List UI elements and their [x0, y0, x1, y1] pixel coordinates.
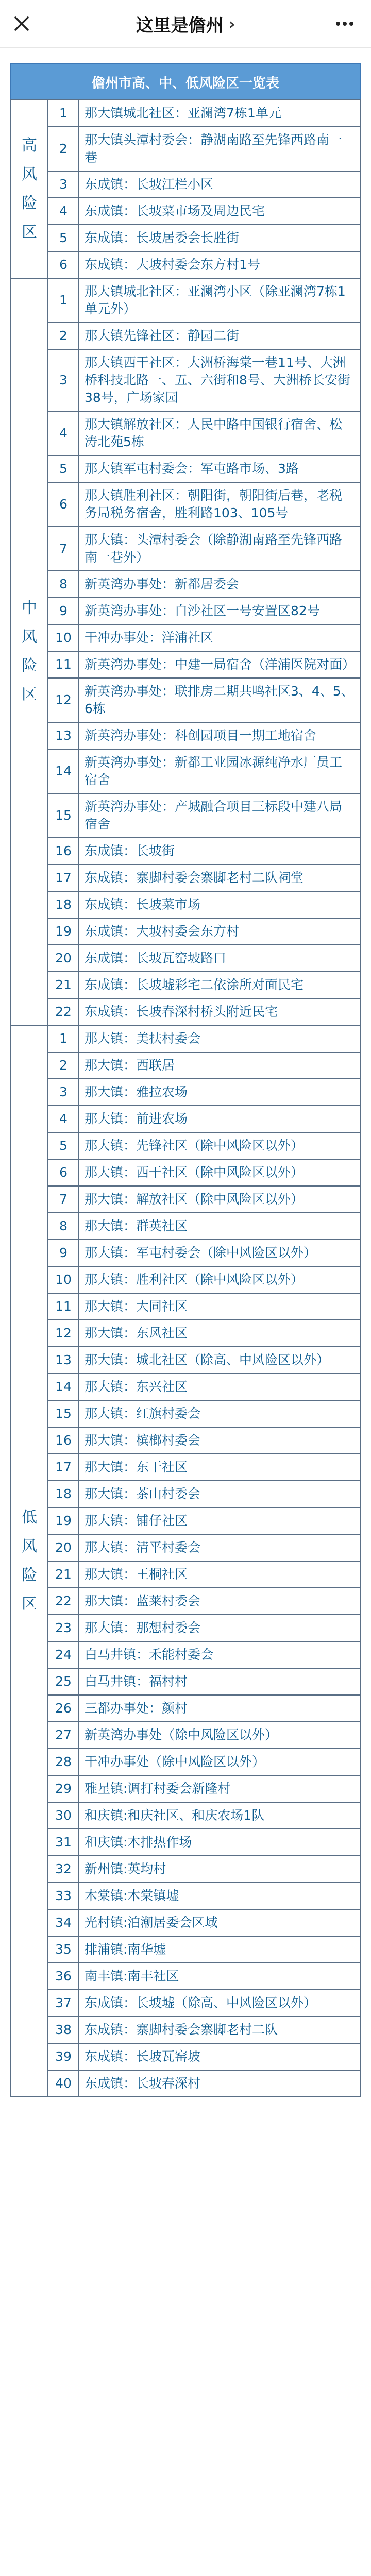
table-row	[11, 1668, 360, 1695]
table-row	[11, 251, 360, 278]
row-number: 16	[48, 1427, 79, 1454]
location-cell: 东成镇：长坡墟（除高、中风险区以外）	[79, 1990, 360, 2016]
close-icon[interactable]	[12, 14, 31, 33]
location-cell: 木棠镇:木棠镇墟	[79, 1883, 360, 1909]
row-number: 5	[48, 455, 79, 482]
table-row	[11, 100, 360, 127]
location-cell: 东成镇：长坡居委会长胜街	[79, 225, 360, 251]
table-row	[11, 1775, 360, 1802]
table-row	[11, 127, 360, 171]
risk-zone-label	[11, 1025, 48, 2097]
table-row	[11, 1722, 360, 1749]
row-number: 33	[48, 1883, 79, 1909]
table-row	[11, 349, 360, 411]
table-row	[11, 1963, 360, 1990]
table-row	[11, 278, 360, 323]
table-row	[11, 1936, 360, 1963]
row-number: 31	[48, 1829, 79, 1856]
location-cell: 干冲办事处（除中风险区以外）	[79, 1749, 360, 1775]
table-row	[11, 1347, 360, 1374]
table-row	[11, 411, 360, 455]
row-number: 19	[48, 918, 79, 945]
location-cell: 东成镇：寨脚村委会寨脚老村二队祠堂	[79, 865, 360, 891]
row-number: 20	[48, 1534, 79, 1561]
row-number: 34	[48, 1909, 79, 1936]
location-cell: 那大镇：东干社区	[79, 1454, 360, 1481]
table-row	[11, 1856, 360, 1883]
row-number: 20	[48, 945, 79, 972]
table-row	[11, 972, 360, 998]
row-number: 2	[48, 127, 79, 171]
location-cell: 那大镇：头潭村委会（除静湖南路至先锋西路南一巷外）	[79, 527, 360, 571]
row-number: 2	[48, 323, 79, 349]
row-number: 13	[48, 722, 79, 749]
table-row	[11, 1079, 360, 1106]
table-row	[11, 1266, 360, 1293]
table-row	[11, 1909, 360, 1936]
row-number: 11	[48, 651, 79, 678]
location-cell: 那大镇解放社区：人民中路中国银行宿舍、松涛北苑5栋	[79, 411, 360, 455]
location-cell: 那大镇：东风社区	[79, 1320, 360, 1347]
location-cell: 雅星镇:调打村委会新隆村	[79, 1775, 360, 1802]
table-row	[11, 1588, 360, 1615]
location-cell: 那大镇先锋社区：静园二街	[79, 323, 360, 349]
location-cell: 新州镇:英均村	[79, 1856, 360, 1883]
row-number: 18	[48, 891, 79, 918]
location-cell: 东成镇：长坡江栏小区	[79, 171, 360, 198]
location-cell: 那大镇：群英社区	[79, 1213, 360, 1240]
row-number: 29	[48, 1775, 79, 1802]
location-cell: 排浦镇:南华墟	[79, 1936, 360, 1963]
top-bar	[0, 0, 371, 48]
location-cell: 和庆镇:木排热作场	[79, 1829, 360, 1856]
chevron-right-icon: ›	[228, 15, 235, 33]
row-number: 37	[48, 1990, 79, 2016]
location-cell: 那大镇头潭村委会：静湖南路至先锋西路南一巷	[79, 127, 360, 171]
table-row	[11, 323, 360, 349]
location-cell: 那大镇西干社区：大洲桥海棠一巷11号、大洲桥科技北路一、五、六街和8号、大洲桥长安街38号，广场家园	[79, 349, 360, 411]
row-number: 3	[48, 349, 79, 411]
location-cell: 那大镇：那想村委会	[79, 1615, 360, 1641]
row-number: 4	[48, 198, 79, 225]
table-row	[11, 171, 360, 198]
more-options-icon[interactable]	[334, 14, 356, 33]
table-row	[11, 998, 360, 1025]
location-cell: 那大镇：西联居	[79, 1052, 360, 1079]
risk-zone-name: 中风险区	[22, 599, 37, 704]
row-number: 3	[48, 171, 79, 198]
row-number: 25	[48, 1668, 79, 1695]
location-cell: 那大镇：槟榔村委会	[79, 1427, 360, 1454]
location-cell: 那大镇：西干社区（除中风险区以外）	[79, 1159, 360, 1186]
row-number: 26	[48, 1695, 79, 1722]
row-number: 13	[48, 1347, 79, 1374]
location-cell: 新英湾办事处：产城融合项目三标段中建八局宿舍	[79, 793, 360, 838]
table-row	[11, 1374, 360, 1400]
row-number: 27	[48, 1722, 79, 1749]
row-number: 16	[48, 838, 79, 865]
row-number: 9	[48, 598, 79, 624]
table-row	[11, 722, 360, 749]
table-row	[11, 1534, 360, 1561]
location-cell: 那大镇城北社区：亚澜湾7栋1单元	[79, 100, 360, 127]
table-row	[11, 1159, 360, 1186]
row-number: 1	[48, 100, 79, 127]
row-number: 8	[48, 571, 79, 598]
location-cell: 那大镇：军屯村委会（除中风险区以外）	[79, 1240, 360, 1266]
table-row	[11, 793, 360, 838]
row-number: 24	[48, 1641, 79, 1668]
location-cell: 那大镇：先锋社区（除中风险区以外）	[79, 1132, 360, 1159]
table-row	[11, 1320, 360, 1347]
table-row	[11, 945, 360, 972]
location-cell: 白马井镇：福村村	[79, 1668, 360, 1695]
table-row	[11, 1132, 360, 1159]
location-cell: 那大镇：城北社区（除高、中风险区以外）	[79, 1347, 360, 1374]
table-row	[11, 1883, 360, 1909]
table-row	[11, 1052, 360, 1079]
row-number: 22	[48, 998, 79, 1025]
risk-zone-label	[11, 100, 48, 278]
location-cell: 那大镇：红旗村委会	[79, 1400, 360, 1427]
row-number: 7	[48, 1186, 79, 1213]
location-cell: 那大镇：东兴社区	[79, 1374, 360, 1400]
table-row	[11, 1400, 360, 1427]
location-cell: 东成镇：长坡街	[79, 838, 360, 865]
location-cell: 东成镇：长坡春深村桥头附近民宅	[79, 998, 360, 1025]
location-cell: 那大镇：清平村委会	[79, 1534, 360, 1561]
table-row	[11, 1213, 360, 1240]
table-row	[11, 1990, 360, 2016]
table-row	[11, 1641, 360, 1668]
location-cell: 东成镇：大坡村委会东方村	[79, 918, 360, 945]
row-number: 30	[48, 1802, 79, 1829]
row-number: 10	[48, 1266, 79, 1293]
row-number: 4	[48, 411, 79, 455]
location-cell: 东成镇：长坡墟彩宅二依涂所对面民宅	[79, 972, 360, 998]
table-row	[11, 571, 360, 598]
location-cell: 新英湾办事处：中建一局宿舍（洋浦医院对面）	[79, 651, 360, 678]
row-number: 9	[48, 1240, 79, 1266]
row-number: 4	[48, 1106, 79, 1132]
table-title: 儋州市高、中、低风险区一览表	[10, 63, 361, 99]
row-number: 12	[48, 678, 79, 722]
row-number: 22	[48, 1588, 79, 1615]
table-row	[11, 1025, 360, 1052]
table-row	[11, 455, 360, 482]
table-row	[11, 1615, 360, 1641]
row-number: 15	[48, 1400, 79, 1427]
row-number: 17	[48, 865, 79, 891]
location-cell: 那大镇：王桐社区	[79, 1561, 360, 1588]
location-cell: 那大镇：茶山村委会	[79, 1481, 360, 1507]
location-cell: 新英湾办事处（除中风险区以外）	[79, 1722, 360, 1749]
row-number: 39	[48, 2043, 79, 2070]
table-row	[11, 1507, 360, 1534]
table-row	[11, 598, 360, 624]
row-number: 38	[48, 2016, 79, 2043]
table-row	[11, 527, 360, 571]
risk-table	[10, 99, 361, 2097]
location-cell: 那大镇：大同社区	[79, 1293, 360, 1320]
row-number: 6	[48, 251, 79, 278]
risk-zone-name: 高风险区	[22, 137, 37, 241]
row-number: 1	[48, 278, 79, 323]
row-number: 32	[48, 1856, 79, 1883]
row-number: 36	[48, 1963, 79, 1990]
location-cell: 东成镇：长坡瓦窑坡路口	[79, 945, 360, 972]
risk-zone-name: 低风险区	[22, 1509, 37, 1613]
table-row	[11, 1293, 360, 1320]
row-number: 18	[48, 1481, 79, 1507]
row-number: 6	[48, 1159, 79, 1186]
table-row	[11, 749, 360, 793]
table-row	[11, 838, 360, 865]
table-row	[11, 1427, 360, 1454]
row-number: 14	[48, 749, 79, 793]
table-row	[11, 865, 360, 891]
table-row	[11, 624, 360, 651]
row-number: 2	[48, 1052, 79, 1079]
row-number: 12	[48, 1320, 79, 1347]
risk-zone-label	[11, 278, 48, 1025]
page-title[interactable]	[136, 11, 235, 37]
table-row	[11, 225, 360, 251]
location-cell: 新英湾办事处：白沙社区一号安置区82号	[79, 598, 360, 624]
content	[0, 48, 371, 2097]
table-row	[11, 1802, 360, 1829]
location-cell: 那大镇：雅拉农场	[79, 1079, 360, 1106]
location-cell: 新英湾办事处：科创园项目一期工地宿舍	[79, 722, 360, 749]
location-cell: 新英湾办事处：新都工业园冰源纯净水厂员工宿舍	[79, 749, 360, 793]
row-number: 7	[48, 527, 79, 571]
row-number: 21	[48, 1561, 79, 1588]
table-row	[11, 2043, 360, 2070]
location-cell: 白马井镇：禾能村委会	[79, 1641, 360, 1668]
row-number: 11	[48, 1293, 79, 1320]
location-cell: 新英湾办事处：新都居委会	[79, 571, 360, 598]
table-row	[11, 651, 360, 678]
location-cell: 那大镇军屯村委会：军屯路市场、3路	[79, 455, 360, 482]
row-number: 3	[48, 1079, 79, 1106]
row-number: 5	[48, 1132, 79, 1159]
table-row	[11, 1240, 360, 1266]
table-row	[11, 198, 360, 225]
table-row	[11, 1454, 360, 1481]
table-row	[11, 1829, 360, 1856]
row-number: 35	[48, 1936, 79, 1963]
location-cell: 和庆镇:和庆社区、和庆农场1队	[79, 1802, 360, 1829]
location-cell: 干冲办事处：洋浦社区	[79, 624, 360, 651]
location-cell: 那大镇：蓝莱村委会	[79, 1588, 360, 1615]
location-cell: 那大镇城北社区：亚澜湾小区（除亚澜湾7栋1单元外）	[79, 278, 360, 323]
location-cell: 那大镇胜利社区：朝阳街，朝阳街后巷，老税务局税务宿舍，胜利路103、105号	[79, 482, 360, 527]
row-number: 17	[48, 1454, 79, 1481]
table-row	[11, 1695, 360, 1722]
table-row	[11, 2070, 360, 2097]
location-cell: 东成镇：长坡菜市场及周边民宅	[79, 198, 360, 225]
row-number: 8	[48, 1213, 79, 1240]
row-number: 6	[48, 482, 79, 527]
location-cell: 东成镇：大坡村委会东方村1号	[79, 251, 360, 278]
page-title-text: 这里是儋州	[136, 15, 224, 36]
row-number: 23	[48, 1615, 79, 1641]
row-number: 28	[48, 1749, 79, 1775]
location-cell: 东成镇：长坡春深村	[79, 2070, 360, 2097]
location-cell: 那大镇：铺仔社区	[79, 1507, 360, 1534]
table-row	[11, 482, 360, 527]
table-row	[11, 2016, 360, 2043]
location-cell: 那大镇：解放社区（除中风险区以外）	[79, 1186, 360, 1213]
location-cell: 南丰镇:南丰社区	[79, 1963, 360, 1990]
row-number: 19	[48, 1507, 79, 1534]
row-number: 10	[48, 624, 79, 651]
row-number: 21	[48, 972, 79, 998]
table-row	[11, 1561, 360, 1588]
row-number: 14	[48, 1374, 79, 1400]
row-number: 40	[48, 2070, 79, 2097]
row-number: 15	[48, 793, 79, 838]
row-number: 1	[48, 1025, 79, 1052]
location-cell: 那大镇：胜利社区（除中风险区以外）	[79, 1266, 360, 1293]
table-row	[11, 891, 360, 918]
location-cell: 三都办事处：颜村	[79, 1695, 360, 1722]
row-number: 5	[48, 225, 79, 251]
location-cell: 新英湾办事处：联排房二期共鸣社区3、4、5、6栋	[79, 678, 360, 722]
location-cell: 东成镇：寨脚村委会寨脚老村二队	[79, 2016, 360, 2043]
table-row	[11, 1106, 360, 1132]
location-cell: 那大镇：美扶村委会	[79, 1025, 360, 1052]
table-row	[11, 1186, 360, 1213]
table-row	[11, 918, 360, 945]
location-cell: 东成镇：长坡菜市场	[79, 891, 360, 918]
location-cell: 东成镇：长坡瓦窑坡	[79, 2043, 360, 2070]
location-cell: 光村镇:泊潮居委会区域	[79, 1909, 360, 1936]
table-row	[11, 1749, 360, 1775]
table-row	[11, 1481, 360, 1507]
location-cell: 那大镇：前进农场	[79, 1106, 360, 1132]
table-row	[11, 678, 360, 722]
